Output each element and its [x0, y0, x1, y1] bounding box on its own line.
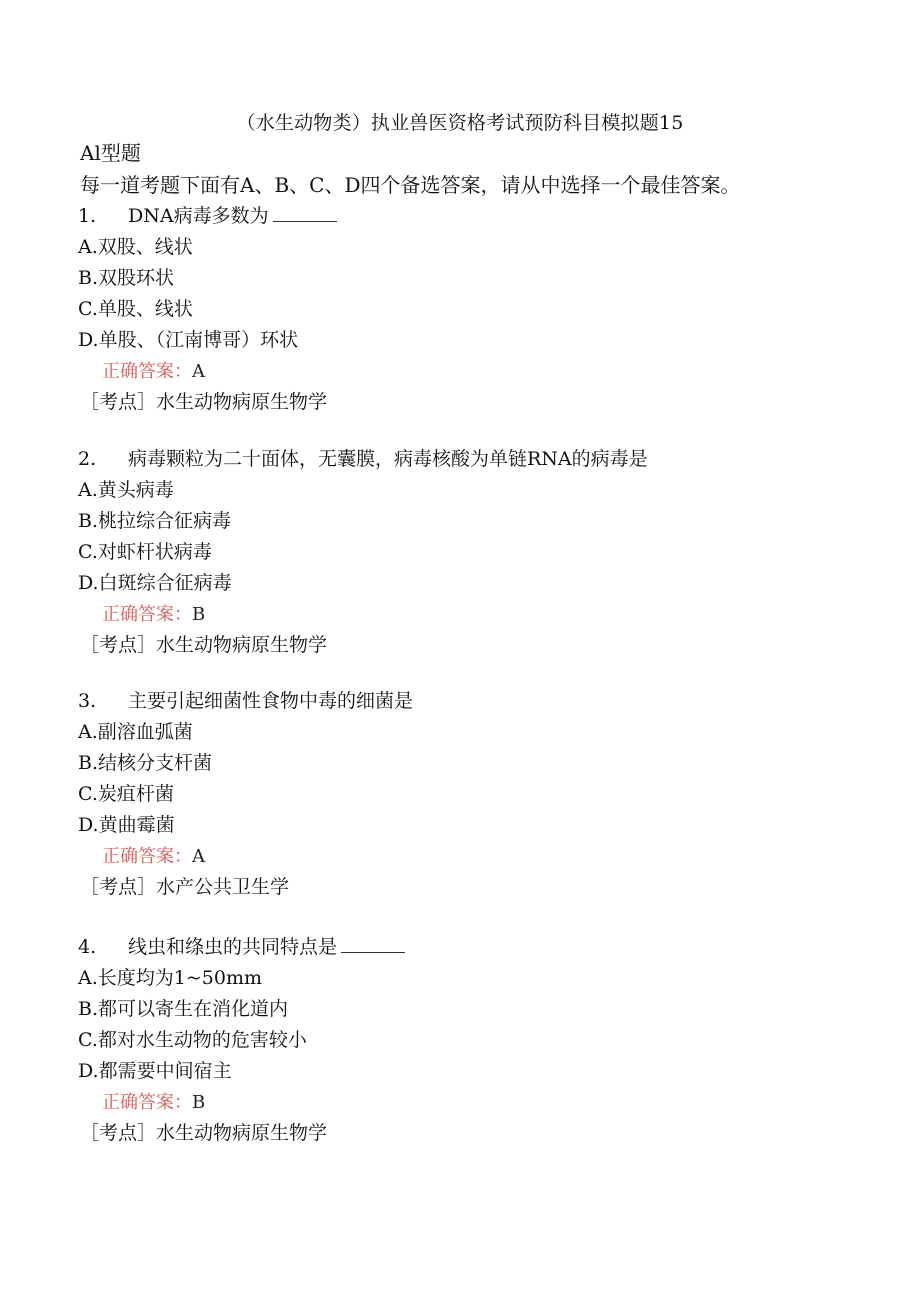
- option-b: B.都可以寄生在消化道内: [78, 998, 289, 1020]
- question-text: 病毒颗粒为二十面体，无囊膜，病毒核酸为单链RNA的病毒是: [128, 448, 648, 470]
- answer-value: A: [192, 846, 205, 867]
- question-4: [78, 932, 878, 1149]
- option-b: B.双股环状: [78, 267, 175, 289]
- option-c: C.都对水生动物的危害较小: [78, 1029, 307, 1051]
- question-stem: [78, 201, 878, 232]
- correct-answer: [78, 356, 878, 387]
- correct-answer: [78, 841, 878, 872]
- question-stem: [78, 932, 878, 963]
- question-number: 4.: [78, 936, 97, 958]
- answer-blank: [273, 203, 337, 222]
- topic-note: ［考点］水生动物病原生物学: [80, 391, 328, 413]
- answer-label: 正确答案：: [102, 846, 192, 867]
- option-b: B.桃拉综合征病毒: [78, 510, 232, 532]
- topic-note: ［考点］水生动物病原生物学: [80, 1122, 328, 1144]
- option-c: C.炭疽杆菌: [78, 783, 174, 805]
- option-a: A.黄头病毒: [78, 479, 174, 501]
- option-a: A.副溶血弧菌: [78, 721, 193, 743]
- instruction-text: 每一道考题下面有A、B、C、D四个备选答案，请从中选择一个最佳答案。: [80, 173, 741, 197]
- answer-value: A: [192, 361, 205, 382]
- question-2: [78, 444, 878, 661]
- correct-answer: [78, 1087, 878, 1118]
- option-a: A.长度均为1~50mm: [78, 967, 262, 989]
- topic-note: ［考点］水产公共卫生学: [80, 876, 290, 898]
- correct-answer: [78, 599, 878, 630]
- answer-label: 正确答案：: [102, 1092, 192, 1113]
- document-title: （水生动物类）执业兽医资格考试预防科目模拟题15: [236, 112, 684, 134]
- question-stem: [78, 444, 878, 475]
- answer-value: B: [192, 1092, 206, 1113]
- section-type-heading: Al型题: [80, 141, 141, 165]
- question-number: 2.: [78, 448, 97, 470]
- question-number: 1.: [78, 205, 97, 227]
- answer-value: B: [192, 604, 206, 625]
- question-stem: [78, 686, 878, 717]
- question-number: 3.: [78, 690, 97, 712]
- option-d: D.单股、（江南博哥）环状: [78, 329, 299, 351]
- option-a: A.双股、线状: [78, 236, 193, 258]
- topic-note: ［考点］水生动物病原生物学: [80, 634, 328, 656]
- option-b: B.结核分支杆菌: [78, 752, 213, 774]
- option-c: C.对虾杆状病毒: [78, 541, 212, 563]
- answer-label: 正确答案：: [102, 361, 192, 382]
- question-3: [78, 686, 878, 903]
- option-d: D.都需要中间宿主: [78, 1060, 232, 1082]
- option-d: D.黄曲霉菌: [78, 814, 175, 836]
- option-d: D.白斑综合征病毒: [78, 572, 232, 594]
- answer-label: 正确答案：: [102, 604, 192, 625]
- question-text: 主要引起细菌性食物中毒的细菌是: [128, 690, 414, 712]
- answer-blank: [341, 934, 405, 953]
- option-c: C.单股、线状: [78, 298, 193, 320]
- question-1: [78, 201, 878, 418]
- question-text: DNA病毒多数为: [128, 205, 269, 227]
- question-text: 线虫和绦虫的共同特点是: [128, 936, 338, 958]
